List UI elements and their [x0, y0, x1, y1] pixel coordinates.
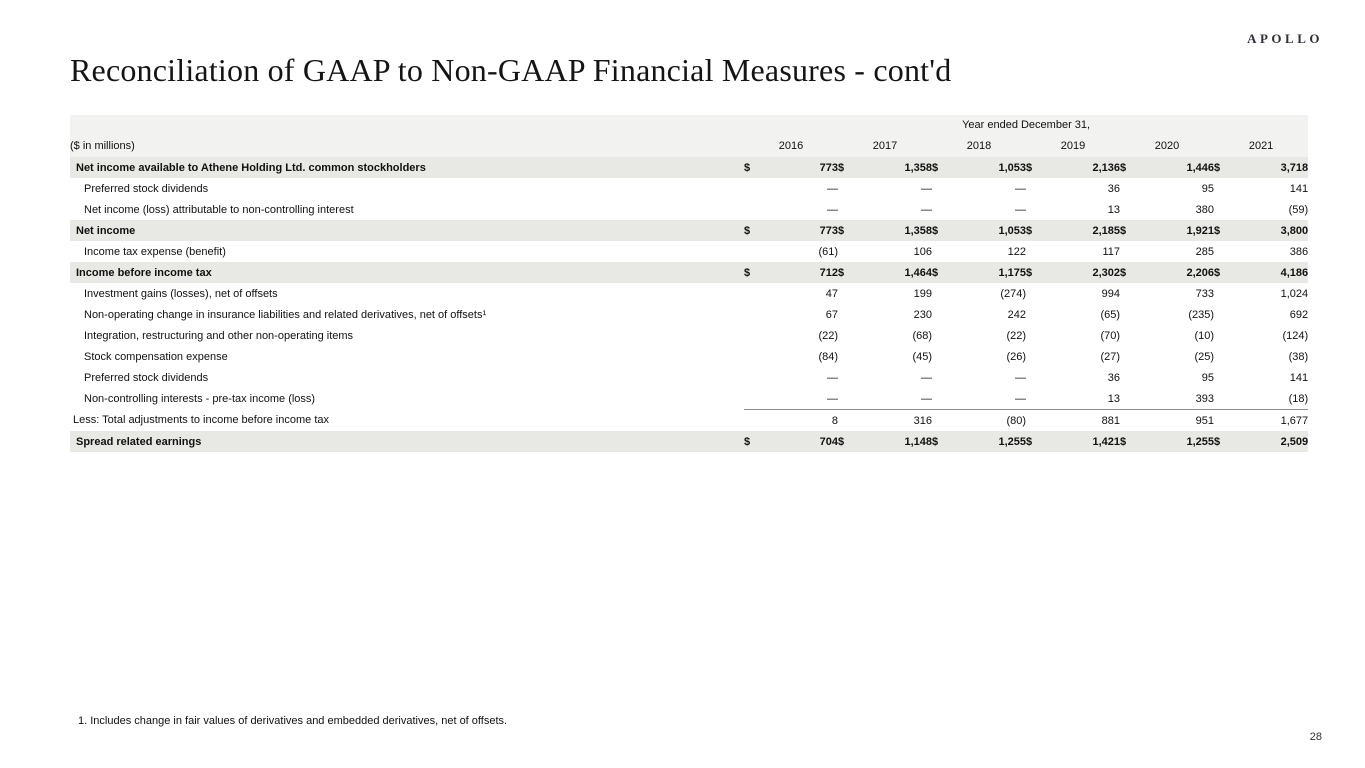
table-row — [70, 304, 1308, 325]
cell-value: — — [1015, 182, 1026, 195]
currency-symbol: $ — [1026, 220, 1046, 241]
currency-symbol — [1120, 283, 1140, 304]
currency-symbol — [932, 410, 952, 432]
table-row — [70, 388, 1308, 410]
currency-symbol — [744, 199, 764, 220]
cell-value: 386 — [1289, 245, 1309, 258]
currency-symbol — [1026, 304, 1046, 325]
cell-value: 1,446 — [1140, 157, 1214, 178]
cell-value: 36 — [1107, 371, 1120, 384]
cell-value: (22) — [818, 329, 838, 342]
currency-symbol — [932, 304, 952, 325]
currency-symbol — [1214, 199, 1234, 220]
cell-value: 106 — [913, 245, 932, 258]
cell-value: 4,186 — [1234, 262, 1308, 283]
currency-symbol — [1026, 283, 1046, 304]
year-header: 2019 — [1026, 135, 1120, 157]
cell-value: — — [827, 182, 838, 195]
span-header-row — [70, 115, 1308, 135]
cell-value: — — [1015, 371, 1026, 384]
cell-value: (65) — [1100, 308, 1120, 321]
currency-symbol: $ — [838, 157, 858, 178]
cell-value: 141 — [1289, 182, 1309, 195]
table-row — [70, 367, 1308, 388]
currency-symbol — [1214, 241, 1234, 262]
cell-value: 2,509 — [1234, 431, 1308, 452]
cell-value: 1,175 — [952, 262, 1026, 283]
cell-value: 1,464 — [858, 262, 932, 283]
cell-value: (22) — [1006, 329, 1026, 342]
currency-symbol — [744, 346, 764, 367]
row-label: Preferred stock dividends — [84, 182, 209, 195]
cell-value: 8 — [831, 414, 838, 427]
currency-symbol — [1120, 241, 1140, 262]
table-row — [70, 220, 1308, 241]
cell-value: (124) — [1282, 329, 1309, 342]
currency-symbol — [1214, 410, 1234, 432]
currency-symbol — [838, 304, 858, 325]
currency-symbol — [744, 304, 764, 325]
table-row — [70, 199, 1308, 220]
table-row — [70, 325, 1308, 346]
currency-symbol — [1214, 283, 1234, 304]
currency-symbol — [744, 178, 764, 199]
cell-value: (45) — [912, 350, 932, 363]
cell-value: — — [764, 388, 838, 410]
currency-symbol: $ — [744, 220, 764, 241]
cell-value: 1,677 — [1280, 414, 1309, 427]
cell-value: 13 — [1046, 388, 1120, 410]
currency-symbol — [1120, 410, 1140, 432]
cell-value: (59) — [1288, 203, 1309, 216]
row-label: Investment gains (losses), net of offsets — [84, 287, 278, 300]
currency-symbol — [932, 178, 952, 199]
cell-value: 1,148 — [858, 431, 932, 452]
cell-value: (10) — [1194, 329, 1214, 342]
cell-value: 2,136 — [1046, 157, 1120, 178]
table-row — [70, 283, 1308, 304]
cell-value: (27) — [1100, 350, 1120, 363]
cell-value: 2,302 — [1046, 262, 1120, 283]
cell-value: 994 — [1101, 287, 1120, 300]
currency-symbol — [1120, 304, 1140, 325]
year-header: 2020 — [1120, 135, 1214, 157]
currency-symbol: $ — [932, 157, 952, 178]
currency-symbol — [1026, 388, 1046, 410]
cell-value: 3,718 — [1234, 157, 1308, 178]
currency-symbol — [838, 178, 858, 199]
table-row — [70, 346, 1308, 367]
currency-symbol — [932, 367, 952, 388]
row-label: Net income — [70, 220, 744, 241]
currency-symbol: $ — [1214, 220, 1234, 241]
currency-symbol — [838, 346, 858, 367]
years-header-row — [70, 135, 1308, 157]
row-label: Net income available to Athene Holding Ltd. common stockholders — [70, 157, 744, 178]
cell-value: (18) — [1234, 388, 1308, 410]
currency-symbol — [932, 346, 952, 367]
currency-symbol — [932, 199, 952, 220]
currency-symbol: $ — [1026, 157, 1046, 178]
cell-value: 13 — [1107, 203, 1120, 216]
currency-symbol — [838, 199, 858, 220]
cell-value: (84) — [818, 350, 838, 363]
cell-value: — — [827, 203, 838, 216]
currency-symbol: $ — [1214, 262, 1234, 283]
cell-value: 95 — [1201, 182, 1214, 195]
span-header: Year ended December 31, — [744, 115, 1308, 135]
cell-value: (235) — [1188, 308, 1214, 321]
cell-value: (68) — [912, 329, 932, 342]
row-label: Integration, restructuring and other non-operating items — [84, 329, 354, 342]
currency-symbol — [838, 388, 858, 410]
currency-symbol — [932, 283, 952, 304]
currency-symbol — [1026, 325, 1046, 346]
currency-symbol: $ — [1120, 157, 1140, 178]
row-label: Preferred stock dividends — [84, 371, 209, 384]
cell-value: 2,185 — [1046, 220, 1120, 241]
year-header: 2021 — [1214, 135, 1308, 157]
cell-value: 230 — [913, 308, 932, 321]
cell-value: 1,921 — [1140, 220, 1214, 241]
cell-value: 141 — [1289, 371, 1309, 384]
currency-symbol — [932, 388, 952, 410]
row-label: Income before income tax — [70, 262, 744, 283]
units-label: ($ in millions) — [70, 135, 744, 157]
currency-symbol: $ — [1026, 262, 1046, 283]
table-row — [70, 241, 1308, 262]
cell-value: 95 — [1201, 371, 1214, 384]
year-header: 2018 — [932, 135, 1026, 157]
cell-value: 1,255 — [1140, 431, 1214, 452]
currency-symbol — [1120, 199, 1140, 220]
cell-value: 1,358 — [858, 157, 932, 178]
currency-symbol — [744, 388, 764, 410]
currency-symbol: $ — [744, 157, 764, 178]
cell-value: — — [858, 388, 932, 410]
currency-symbol — [838, 283, 858, 304]
cell-value: 1,053 — [952, 220, 1026, 241]
currency-symbol: $ — [838, 431, 858, 452]
currency-symbol — [1026, 367, 1046, 388]
currency-symbol — [1214, 346, 1234, 367]
currency-symbol: $ — [1214, 157, 1234, 178]
footnote: 1. Includes change in fair values of derivatives and embedded derivatives, net of offsets. — [78, 715, 508, 727]
page-title: Reconciliation of GAAP to Non-GAAP Financial Measures - cont'd — [70, 52, 952, 88]
row-label: Non-operating change in insurance liabilities and related derivatives, net of offsets¹ — [84, 308, 487, 321]
currency-symbol — [1214, 388, 1234, 410]
currency-symbol — [838, 367, 858, 388]
cell-value: 242 — [1007, 308, 1026, 321]
table-row — [70, 410, 1308, 432]
cell-value: 773 — [764, 220, 838, 241]
header-spacer — [70, 115, 744, 135]
cell-value: 881 — [1101, 414, 1120, 427]
currency-symbol: $ — [744, 431, 764, 452]
cell-value: — — [1015, 203, 1026, 216]
currency-symbol: $ — [1026, 431, 1046, 452]
cell-value: 285 — [1195, 245, 1214, 258]
cell-value: — — [952, 388, 1026, 410]
currency-symbol — [744, 325, 764, 346]
cell-value: 1,358 — [858, 220, 932, 241]
currency-symbol: $ — [838, 262, 858, 283]
currency-symbol — [1026, 241, 1046, 262]
cell-value: 122 — [1007, 245, 1026, 258]
cell-value: (70) — [1100, 329, 1120, 342]
currency-symbol — [838, 410, 858, 432]
cell-value: (38) — [1288, 350, 1309, 363]
currency-symbol — [1120, 178, 1140, 199]
cell-value: 67 — [825, 308, 838, 321]
row-label: Non-controlling interests - pre-tax income (loss) — [84, 392, 316, 405]
cell-value: 47 — [825, 287, 838, 300]
row-label: Spread related earnings — [70, 431, 744, 452]
currency-symbol — [1214, 367, 1234, 388]
cell-value: 393 — [1140, 388, 1214, 410]
cell-value: (61) — [818, 245, 838, 258]
currency-symbol — [838, 241, 858, 262]
cell-value: 692 — [1289, 308, 1309, 321]
currency-symbol — [1214, 304, 1234, 325]
cell-value: (26) — [1006, 350, 1026, 363]
currency-symbol — [1120, 346, 1140, 367]
row-label: Less: Total adjustments to income before income tax — [73, 414, 329, 427]
currency-symbol: $ — [932, 431, 952, 452]
currency-symbol: $ — [1214, 431, 1234, 452]
cell-value: 1,024 — [1280, 287, 1309, 300]
cell-value: 733 — [1195, 287, 1214, 300]
cell-value: 3,800 — [1234, 220, 1308, 241]
cell-value: (274) — [1000, 287, 1026, 300]
currency-symbol — [1026, 410, 1046, 432]
currency-symbol — [744, 410, 764, 432]
cell-value: 36 — [1107, 182, 1120, 195]
reconciliation-table — [70, 115, 1308, 452]
currency-symbol: $ — [838, 220, 858, 241]
table-row — [70, 431, 1308, 452]
currency-symbol — [744, 241, 764, 262]
currency-symbol: $ — [1120, 262, 1140, 283]
currency-symbol — [1026, 178, 1046, 199]
currency-symbol — [744, 367, 764, 388]
cell-value: 199 — [913, 287, 932, 300]
cell-value: — — [921, 203, 932, 216]
cell-value: 773 — [764, 157, 838, 178]
cell-value: 316 — [913, 414, 932, 427]
currency-symbol — [1120, 388, 1140, 410]
currency-symbol — [1120, 367, 1140, 388]
cell-value: 2,206 — [1140, 262, 1214, 283]
cell-value: 1,255 — [952, 431, 1026, 452]
cell-value: 1,053 — [952, 157, 1026, 178]
currency-symbol: $ — [1120, 431, 1140, 452]
row-label: Net income (loss) attributable to non-controlling interest — [84, 203, 354, 216]
currency-symbol: $ — [932, 262, 952, 283]
cell-value: 1,421 — [1046, 431, 1120, 452]
currency-symbol — [932, 241, 952, 262]
currency-symbol — [1214, 178, 1234, 199]
cell-value: 117 — [1102, 245, 1120, 258]
currency-symbol: $ — [1120, 220, 1140, 241]
currency-symbol — [1026, 346, 1046, 367]
currency-symbol — [932, 325, 952, 346]
year-header: 2017 — [838, 135, 932, 157]
cell-value: (25) — [1194, 350, 1214, 363]
year-header: 2016 — [744, 135, 838, 157]
table-header — [70, 115, 1308, 157]
cell-value: — — [827, 371, 838, 384]
currency-symbol: $ — [932, 220, 952, 241]
table-row — [70, 178, 1308, 199]
row-label: Stock compensation expense — [84, 350, 228, 363]
table-row — [70, 157, 1308, 178]
row-label: Income tax expense (benefit) — [84, 245, 226, 258]
currency-symbol — [1026, 199, 1046, 220]
table-row — [70, 262, 1308, 283]
apollo-logo: APOLLO — [1247, 31, 1323, 46]
cell-value: 704 — [764, 431, 838, 452]
cell-value: — — [921, 371, 932, 384]
currency-symbol: $ — [744, 262, 764, 283]
cell-value: — — [921, 182, 932, 195]
currency-symbol — [744, 283, 764, 304]
cell-value: (80) — [1006, 414, 1026, 427]
cell-value: 951 — [1195, 414, 1214, 427]
currency-symbol — [838, 325, 858, 346]
page-number: 28 — [1309, 731, 1322, 743]
cell-value: 380 — [1195, 203, 1214, 216]
table-body — [70, 157, 1308, 452]
cell-value: 712 — [764, 262, 838, 283]
currency-symbol — [1214, 325, 1234, 346]
currency-symbol — [1120, 325, 1140, 346]
